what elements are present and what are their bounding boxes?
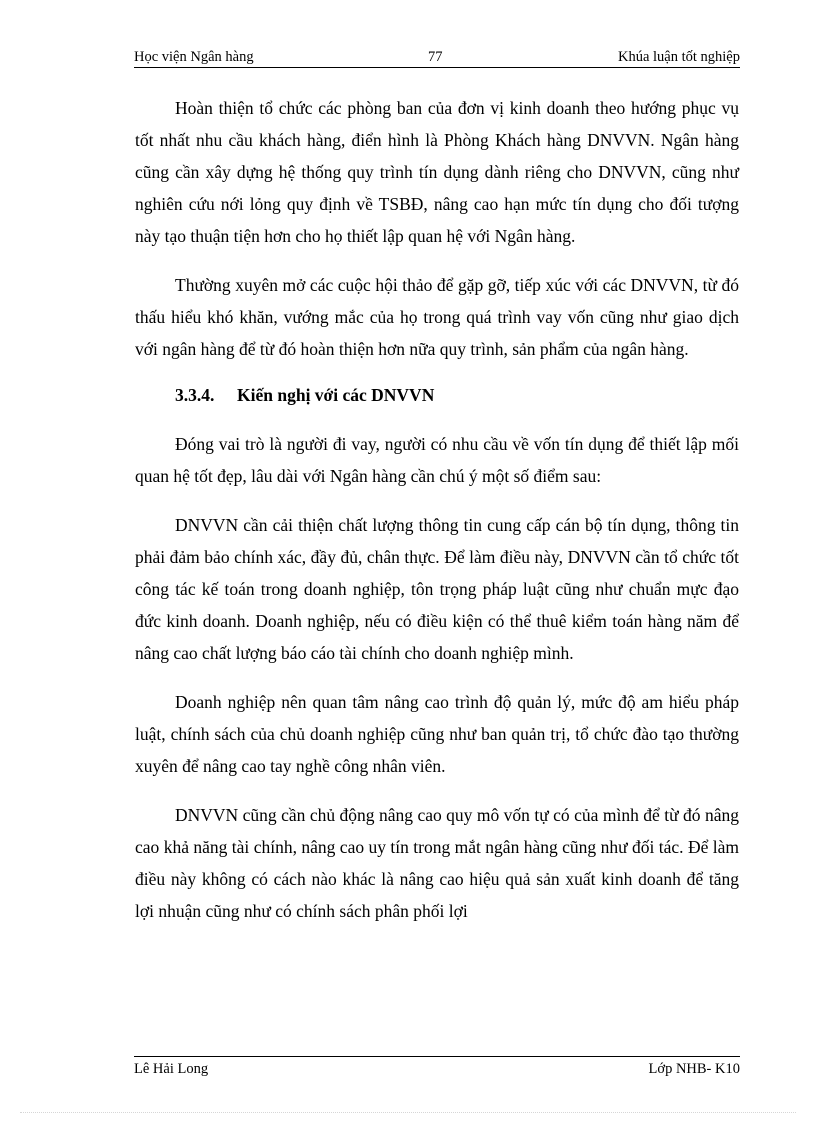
page-header xyxy=(134,48,740,68)
section-heading xyxy=(135,379,739,411)
page-edge-divider xyxy=(20,1112,796,1113)
header-institution: Học viện Ngân hàng xyxy=(134,49,254,65)
paragraph-org-structure: Hoàn thiện tổ chức các phòng ban của đơn vị kinh doanh theo hướng phục vụ tốt nhất nhu cầu khách hàng, điển hình là Phòng Khách hàng DNVVN. Ngân hàng cũng cần xây dựng hệ thống quy trình tín dụng dành riêng cho DNVVN, cũng như nghiên cứu nới lỏng quy định về TSBĐ, nâng cao hạn mức tín dụng cho đối tượng này tạo thuận tiện hơn cho họ thiết lập quan hệ với Ngân hàng. xyxy=(135,98,739,246)
paragraph-borrower-role: Đóng vai trò là người đi vay, người có nhu cầu về vốn tín dụng để thiết lập mối quan hệ tốt đẹp, lâu dài với Ngân hàng cần chú ý một số điểm sau: xyxy=(135,434,739,486)
section-number: 3.3.4. xyxy=(175,385,215,405)
paragraph-workshops: Thường xuyên mở các cuộc hội thảo để gặp gỡ, tiếp xúc với các DNVVN, từ đó thấu hiểu khó khăn, vướng mắc của họ trong quá trình vay vốn cũng như giao dịch với ngân hàng để từ đó hoàn thiện hơn nữa quy trình, sản phẩm của ngân hàng. xyxy=(135,275,739,359)
header-page-number: 77 xyxy=(428,49,443,65)
footer-author: Lê Hải Long xyxy=(134,1061,209,1077)
section-title: Kiến nghị với các DNVVN xyxy=(237,385,435,405)
header-document-type: Khúa luận tốt nghiệp xyxy=(617,49,740,65)
page-body xyxy=(135,92,739,927)
paragraph-equity-capital: DNVVN cũng cần chủ động nâng cao quy mô vốn tự có của mình để từ đó nâng cao khả năng tài chính, nâng cao uy tín trong mắt ngân hàng cũng như đối tác. Để làm điều này không có cách nào khác là nâng cao hiệu quả sản xuất kinh doanh để tăng lợi nhuận cũng như có chính sách phân phối lợi xyxy=(135,805,739,921)
page-footer xyxy=(134,1056,740,1081)
footer-class: Lớp NHB- K10 xyxy=(648,1061,740,1077)
paragraph-information-quality: DNVVN cần cải thiện chất lượng thông tin cung cấp cán bộ tín dụng, thông tin phải đảm bảo chính xác, đầy đủ, chân thực. Để làm điều này, DNVVN cần tổ chức tốt công tác kế toán trong doanh nghiệp, tôn trọng pháp luật cũng như chuẩn mực đạo đức kinh doanh. Doanh nghiệp, nếu có điều kiện có thể thuê kiểm toán hàng năm để nâng cao chất lượng báo cáo tài chính cho doanh nghiệp mình. xyxy=(135,515,739,663)
paragraph-management-level: Doanh nghiệp nên quan tâm nâng cao trình độ quản lý, mức độ am hiểu pháp luật, chính sách của chủ doanh nghiệp cũng như ban quản trị, tổ chức đào tạo thường xuyên để nâng cao tay nghề công nhân viên. xyxy=(135,692,739,776)
